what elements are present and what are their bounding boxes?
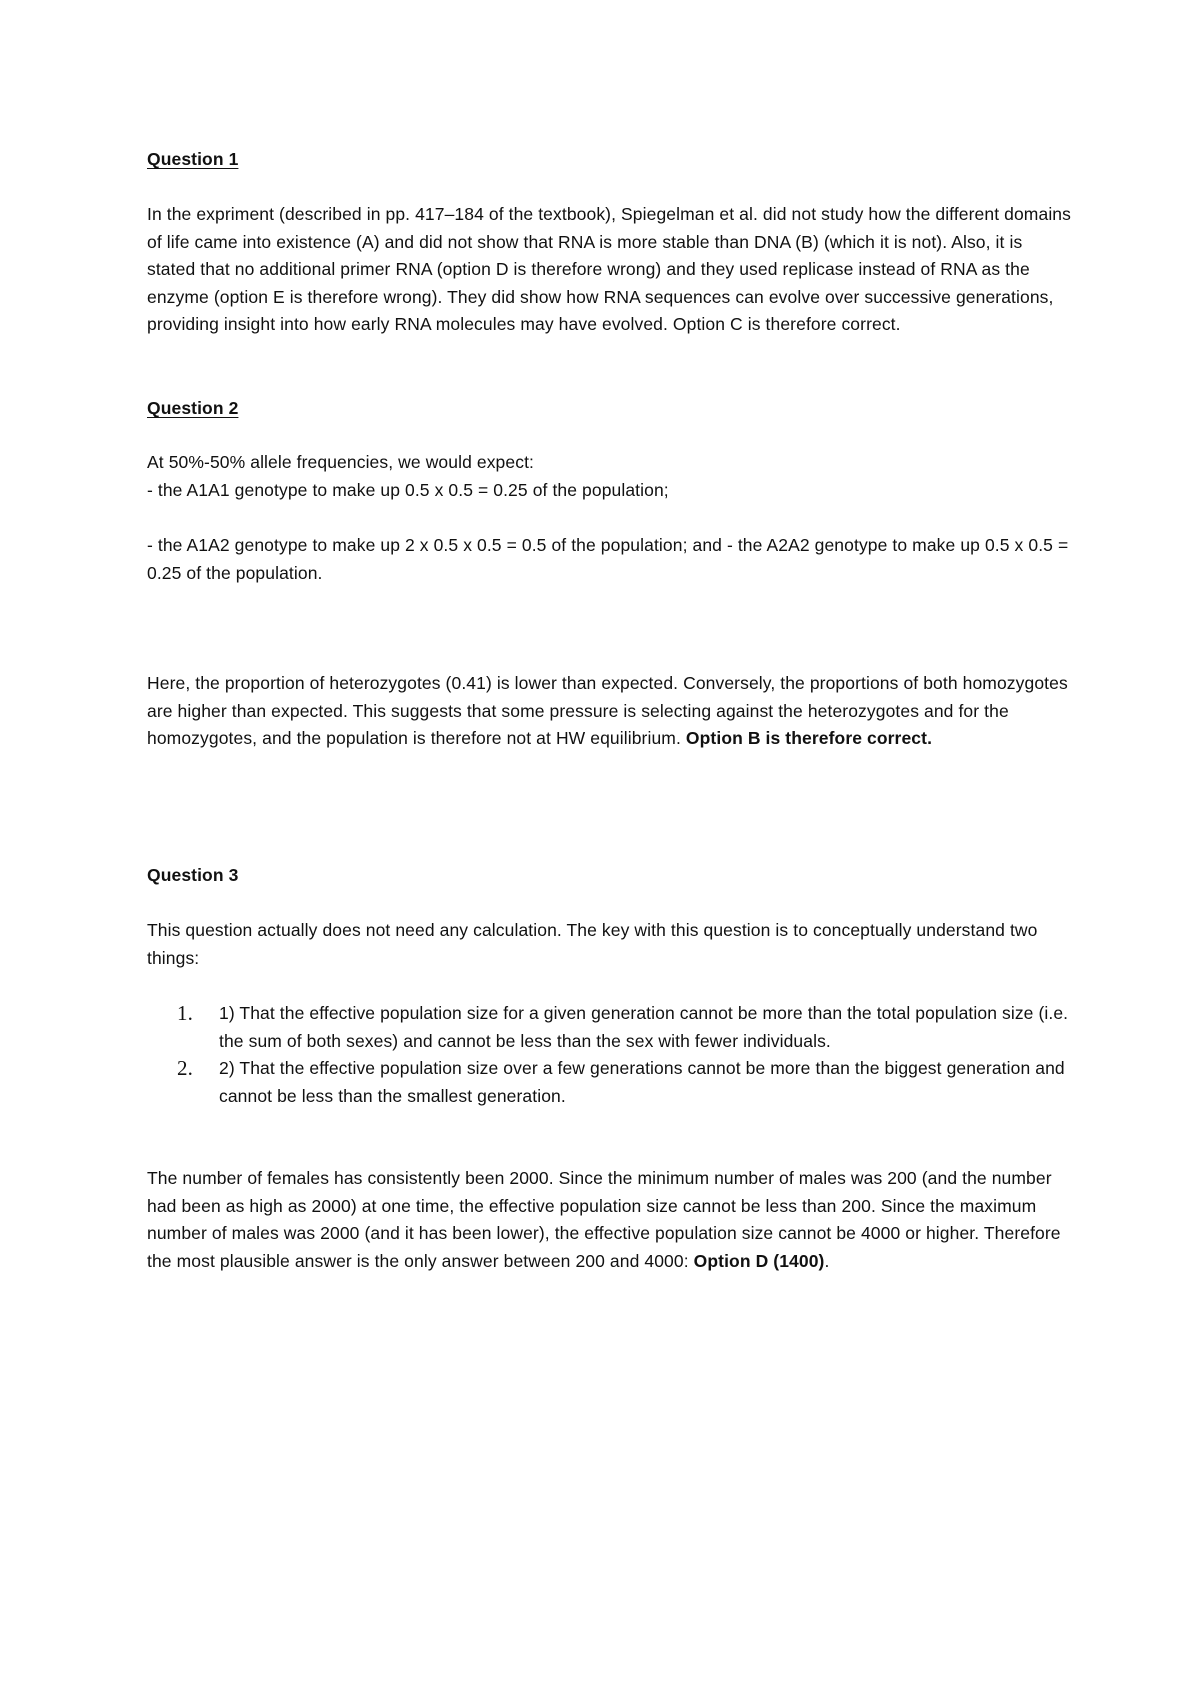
question-3-heading: Question 3 <box>147 865 239 885</box>
question-2-expect-intro: At 50%-50% allele frequencies, we would expect: <box>147 452 534 472</box>
question-2-answer: Option B is therefore correct. <box>685 728 933 748</box>
question-2-expect-rest: - the A1A2 genotype to make up 2 x 0.5 x 0.5 = 0.5 of the population; and - the A2A2 genotype to make up 0.5 x 0.5 = 0.25 of the population. <box>147 535 1069 583</box>
question-3-points-list <box>147 1000 1072 1110</box>
list-item <box>147 1000 1072 1055</box>
question-1-paragraph: In the expriment (described in pp. 417–184 of the textbook), Spiegelman et al. did not study how the different domains of life came into existence (A) and did not show that RNA is more stable than DNA (B) (which it is not). Also, it is stated that no additional primer RNA (option D is therefore wrong) and they used replicase instead of RNA as the enzyme (option E is therefore wrong). They did show how RNA sequences can evolve over successive generations, providing insight into how early RNA molecules may have evolved. Option C is therefore correct. <box>147 204 1071 334</box>
question-3-answer-suffix: . <box>824 1250 830 1271</box>
question-3-intro: This question actually does not need any calculation. The key with this question is to conceptually understand two things: <box>147 920 1038 968</box>
list-item-number: 2. <box>177 1056 193 1080</box>
question-2-analysis <box>147 670 1072 753</box>
question-2-heading: Question 2 <box>147 398 239 418</box>
question-2-expect-a1a1: - the A1A1 genotype to make up 0.5 x 0.5 = 0.25 of the population; <box>147 480 669 500</box>
list-item-text: 2) That the effective population size over a few generations cannot be more than the biggest generation and cannot be less than the smallest generation. <box>219 1058 1065 1106</box>
question-2-analysis-text: Here, the proportion of heterozygotes (0.41) is lower than expected. Conversely, the proportions of both homozygotes are higher than expected. This suggests that some pressure is selecting against the heterozygotes and for the homozygotes, and the population is therefore not at HW equilibrium. <box>147 673 1068 748</box>
document-page <box>147 0 1072 1698</box>
question-3-conclusion <box>147 1165 1072 1275</box>
list-item-text: 1) That the effective population size for a given generation cannot be more than the total population size (i.e. the sum of both sexes) and cannot be less than the sex with fewer individuals. <box>219 1003 1069 1051</box>
question-3-answer: Option D (1400) <box>693 1250 825 1271</box>
question-1-heading: Question 1 <box>147 149 239 169</box>
list-item <box>147 1055 1072 1110</box>
question-3-conclusion-text: The number of females has consistently been 2000. Since the minimum number of males was 200 (and the number had been as high as 2000) at one time, the effective population size cannot be less than 200. Since the maximum number of males was 2000 (and it has been lower), the effective population size cannot be 4000 or higher. Therefore the most plausible answer is the only answer between 200 and 4000: <box>147 1168 1061 1271</box>
list-item-number: 1. <box>177 1001 193 1025</box>
